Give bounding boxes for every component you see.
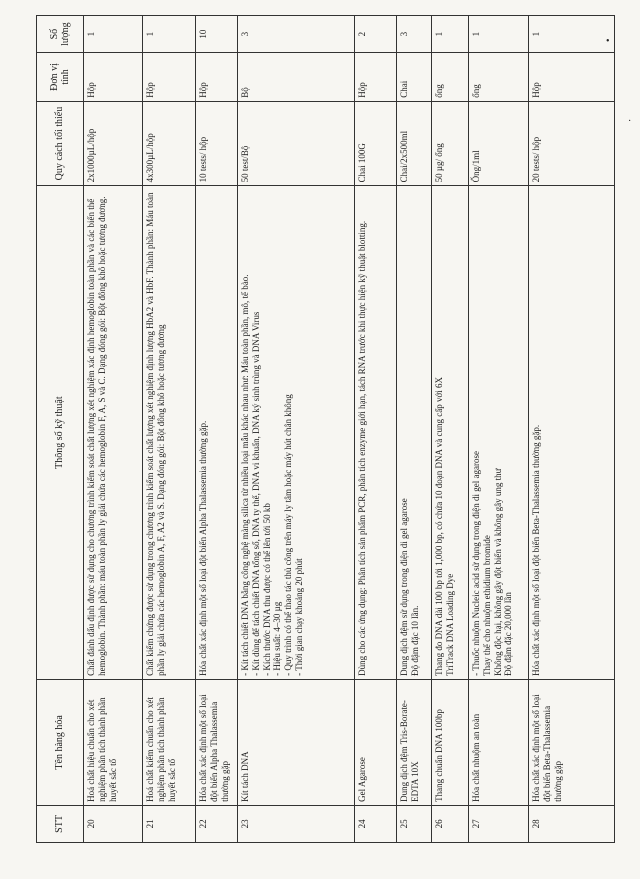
cell-spec: Hóa chất xác định một số loại đột biến Beta-Thalassemia thường gặp. [529,186,615,680]
cell-pack: 4x300µL/hộp [143,101,196,186]
cell-qty: 10 [196,16,238,53]
table-row [84,16,143,843]
cell-qty: 2 [355,16,397,53]
cell-name: Thang chuẩn DNA 100bp [432,679,469,805]
cell-unit: Hộp [84,53,143,102]
cell-pack: Chai/2x500ml [397,101,432,186]
table-row [355,16,397,843]
cell-pack: 10 tests/ hộp [196,101,238,186]
cell-unit: ống [469,53,529,102]
cell-name: Gel Agarose [355,679,397,805]
cell-qty: 1 [469,16,529,53]
cell-pack: 2x1000µL/hộp [84,101,143,186]
cell-stt: 21 [143,805,196,842]
cell-qty: 3 [397,16,432,53]
cell-name: Hóa chất nhuộm an toàn [469,679,529,805]
cell-pack: 50 µg/ ống [432,101,469,186]
table-row [397,16,432,843]
cell-unit: Bộ [238,53,355,102]
table-row [432,16,469,843]
scan-dot-mark: • [606,36,610,47]
cell-pack: 20 tests/ hộp [529,101,615,186]
scan-dot-mark: · [628,116,632,127]
cell-spec: - Thuốc nhuộm Nucleic acid sử dụng trong điện di gel agarose Thay thế cho nhuộm ethidium bromide Không độc hại, không gây đột biến và không gây ung thư Độ đậm đặc 20,000 lần [469,186,529,680]
cell-name: Hóa chất xác định một số loại đột biến Beta-Thalassemia thường gặp [529,679,615,805]
table-row [196,16,238,843]
cell-spec: - Kít tách chiết DNA bằng công nghệ màng silica từ nhiều loại mẫu khác nhau như: Máu toàn phần, mô, tế bào. - Kít dùng để tách chiết DNA tổng số, DNA ty thể, DNA vi khuẩn, DNA ký sinh trùng và DNA Virus - Kích thước DNA thu được có thể lên tới 50 kb - Hiệu suất: 4–30 µg - Quy trình có thể thao tác thủ công trên máy ly tâm hoặc máy hút chân không - Thời gian chạy khoảng 20 phút [238,186,355,680]
cell-spec: Hóa chất xác định một số loại đột biến Alpha Thalassemia thường gặp. [196,186,238,680]
table-row [143,16,196,843]
header-pack: Quy cách tối thiểu [37,101,84,186]
cell-stt: 27 [469,805,529,842]
cell-name: Hóa chất xác định một số loại đột biến Alpha Thalassemia thường gặp [196,679,238,805]
cell-stt: 25 [397,805,432,842]
header-name: Tên hàng hóa [37,679,84,805]
cell-qty: 1 [432,16,469,53]
cell-pack: 50 test/Bộ [238,101,355,186]
cell-name: Dung dịch đệm Tris-Borate-EDTA 10X [397,679,432,805]
cell-qty: 1 [143,16,196,53]
header-qty: Số lượng [37,16,84,53]
cell-pack: Chai 100G [355,101,397,186]
cell-qty: 1 [529,16,615,53]
cell-unit: Hộp [143,53,196,102]
cell-spec: Dung dịch đệm sử dụng trong điện di gel agarose Độ đậm đặc 10 lần. [397,186,432,680]
cell-stt: 24 [355,805,397,842]
cell-stt: 22 [196,805,238,842]
cell-stt: 26 [432,805,469,842]
cell-stt: 20 [84,805,143,842]
cell-unit: Hộp [355,53,397,102]
header-unit: Đơn vị tính [37,53,84,102]
cell-spec: Dùng cho các ứng dụng: Phân tích sản phẩm PCR, phân tích enzyme giới hạn, tách RNA trước khi thực hiện kỹ thuật blotting. [355,186,397,680]
cell-unit: Chai [397,53,432,102]
header-stt: STT [37,805,84,842]
cell-stt: 28 [529,805,615,842]
cell-spec: Chất đánh dấu định được sử dụng cho chương trình kiểm soát chất lượng xét nghiệm xác định hemoglobin toàn phần và các biến thể hemoglobin. Thành phần: máu toàn phần ly giải chứa các hemoglobin F, A, S và C. Dạng đóng gói: Bột đông khô hoặc tương đương. [84,186,143,680]
cell-unit: Hộp [196,53,238,102]
table-row [238,16,355,843]
header-spec: Thông số kỹ thuật [37,186,84,680]
cell-name: Hoá chất kiểm chuẩn cho xét nghiệm phân tích thành phần huyết sắc tố [143,679,196,805]
cell-unit: Hộp [529,53,615,102]
cell-spec: Thang đo DNA dài 100 bp tới 1,000 bp, có chứa 10 đoạn DNA và cung cấp với 6X TriTrack DNA Loading Dye [432,186,469,680]
cell-pack: Ống/1ml [469,101,529,186]
cell-name: Hoá chất hiệu chuẩn cho xét nghiệm phân tích thành phần huyết sắc tố [84,679,143,805]
cell-qty: 3 [238,16,355,53]
specifications-table [36,15,615,843]
rotated-table-page [36,15,614,843]
table-row [469,16,529,843]
header-row [37,16,84,843]
cell-unit: ống [432,53,469,102]
cell-name: Kít tách DNA [238,679,355,805]
cell-stt: 23 [238,805,355,842]
table-row [529,16,615,843]
cell-qty: 1 [84,16,143,53]
cell-spec: Chất kiểm chứng được sử dụng trong chương trình kiểm soát chất lượng xét nghiệm định lượng HbA2 và HbF. Thành phần: Máu toàn phần ly giải chứa các hemoglobin A, F, A2 và S. Dạng đóng gói: Bột đông khô hoặc tương đương [143,186,196,680]
